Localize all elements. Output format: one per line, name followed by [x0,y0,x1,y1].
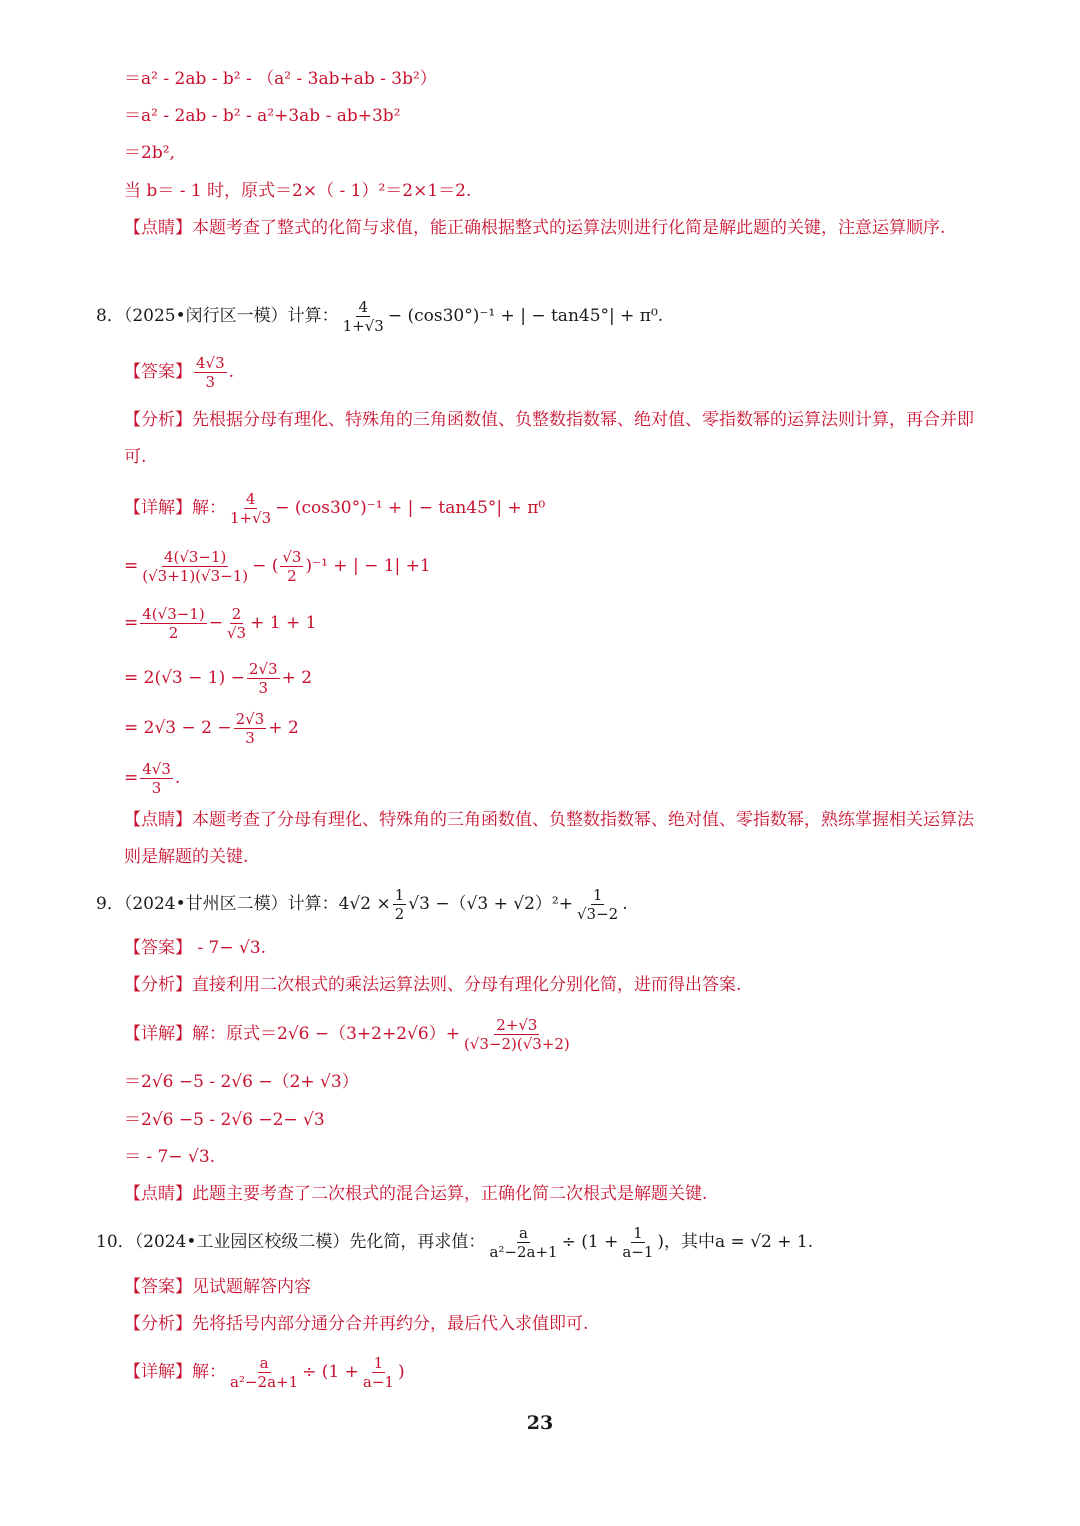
page-number: 23 [526,1412,554,1434]
q8-step5-num: 4√3 [142,759,171,778]
q8-frac-den: 1+√3 [342,316,384,335]
period: . [622,894,628,914]
q8-detail-rest: − (cos30°)⁻¹ + | − tan45°| + π⁰ [275,498,546,518]
intro-line-1: ＝a² - 2ab - b² - （a² - 3ab+ab - 3b²） [124,69,437,89]
q10-d-num: a [259,1353,269,1372]
q8-detail [124,488,545,528]
q8-step2-f2-den: √3 [226,623,247,642]
q10-detail-label: 【详解】解： [124,1362,226,1382]
q10-answer: 【答案】见试题解答内容 [124,1277,311,1297]
q8-step2-fraction [140,605,206,642]
q8-step1-num: 4(√3−1) [163,547,227,566]
q8-step3-num: 2√3 [248,659,278,678]
q9-detail [124,1014,574,1054]
q8-step1-fraction [140,548,250,585]
q10-d2-num: 1 [373,1353,384,1372]
q10-d-rest: ) [397,1362,405,1382]
q8-answer-den: 3 [205,372,216,391]
q8-step1-f2-den: 2 [287,566,297,585]
q8-step-2 [124,603,316,643]
q8-answer-num: 4√3 [196,353,225,372]
q8-rest: − (cos30°)⁻¹ + | − tan45°| + π⁰. [387,306,664,326]
equals-sign: = [124,768,139,788]
q9-analysis: 【分析】直接利用二次根式的乘法运算法则、分母有理化分别化简，进而得出答案. [124,975,742,995]
q8-step2-f2-num: 2 [231,604,242,623]
q8-step-3 [124,658,312,698]
q10-frac-den: a²−2a+1 [489,1242,558,1261]
q10-fraction-2 [620,1224,655,1261]
intro-line-4: 当 b＝ - 1 时，原式＝2×（ - 1）²＝2×1＝2. [124,181,472,201]
q8-step1-rest: )⁻¹ + | − 1| +1 [305,556,431,576]
q10-question [96,1222,813,1262]
q8-analysis: 【分析】先根据分母有理化、特殊角的三角函数值、负整数指数幂、绝对值、零指数幂的运算法则计算，再合并即可. [124,410,974,467]
q9-half-den: 2 [394,904,405,923]
q9-step-3: ＝ - 7− √3. [124,1147,216,1167]
intro-line-3: ＝2b², [124,143,175,163]
q9-detail-num: 2+√3 [496,1015,538,1034]
q8-step4-a: = 2√3 − 2 − [124,718,232,738]
q8-detail-den: 1+√3 [230,508,272,527]
q8-step1-den: (√3+1)(√3−1) [142,566,249,585]
q9-question [96,884,628,924]
equals-sign: = [124,556,139,576]
q9-answer: 【答案】 - 7− √3. [124,938,267,958]
q9-frac-den: √3−2 [576,904,619,923]
q8-answer-dot: . [228,362,235,382]
q9-step-1: ＝2√6 −5 - 2√6 −（2+ √3） [124,1072,359,1092]
q10-d-den: a²−2a+1 [230,1372,299,1391]
q8-detail-label: 【详解】解： [124,498,226,518]
q9-half-num: 1 [394,885,405,904]
q10-d-mid: ÷ (1 + [302,1362,359,1382]
q10-rest: )，其中a = √2 + 1. [657,1232,814,1252]
q8-step-4 [124,708,299,748]
q8-step2-num: 4(√3−1) [142,604,205,623]
q8-detail-fraction [228,490,273,527]
q8-prefix: 8．（2025•闵行区一模）计算： [96,306,339,326]
q10-f2-den: a−1 [622,1242,654,1261]
q8-step-5 [124,758,180,798]
equals-sign: = [124,613,139,633]
q8-note: 【点睛】本题考查了分母有理化、特殊角的三角函数值、负整数指数幂、绝对值、零指数幂，熟练掌握相关运算法则是解题的关键. [124,810,974,867]
q9-note: 【点睛】此题主要考查了二次根式的混合运算，正确化简二次根式是解题关键. [124,1184,708,1204]
q8-step2-den: 2 [168,623,179,642]
q10-detail [124,1352,405,1392]
minus-sign: − [208,613,223,633]
q8-step3-den: 3 [258,678,268,697]
q8-detail-num: 4 [245,489,256,508]
q10-frac-num: a [519,1223,528,1242]
q10-detail-fraction-2 [361,1354,396,1391]
q9-frac-num: 1 [592,885,603,904]
intro-line-2: ＝a² - 2ab - b² - a²+3ab - ab+3b² [124,106,401,126]
q8-step4-fraction [234,710,267,747]
q9-step-2: ＝2√6 −5 - 2√6 −2− √3 [124,1110,325,1130]
q8-answer-label: 【答案】 [124,362,192,382]
q10-analysis: 【分析】先将括号内部分通分合并再约分，最后代入求值即可. [124,1314,589,1334]
q10-d2-den: a−1 [362,1372,394,1391]
q8-answer-fraction [194,354,227,391]
q8-step3-rest: + 2 [281,668,313,688]
q10-f2-num: 1 [633,1223,643,1242]
q10-prefix: 10．（2024•工业园区校级二模）先化简，再求值： [96,1232,486,1252]
q8-step3-fraction [247,660,280,697]
q8-step4-num: 2√3 [235,709,265,728]
q8-step4-rest: + 2 [268,718,299,738]
q8-step-1 [124,546,431,586]
q8-answer [124,352,234,392]
intro-note: 【点睛】本题考查了整式的化简与求值，能正确根据整式的运算法则进行化简是解此题的关键，注意运算顺序. [124,218,946,238]
q10-detail-fraction [228,1354,300,1391]
q8-step3-a: = 2(√3 − 1) − [124,668,245,688]
q10-mid: ÷ (1 + [561,1232,619,1252]
q8-step1-fraction-2 [280,548,303,585]
q9-detail-text: 【详解】解：原式＝2√6 −（3+2+2√6）+ [124,1024,460,1044]
q8-step1-f2-num: √3 [282,547,302,566]
q8-step5-den: 3 [151,778,162,797]
q9-half-fraction [393,886,407,923]
q8-frac-num: 4 [358,297,368,316]
q8-step4-den: 3 [245,728,255,747]
q8-step2-rest: + 1 + 1 [250,613,317,633]
period: . [174,768,181,788]
q8-step2-fraction-2 [225,605,248,642]
q8-step5-fraction [140,760,173,797]
q8-fraction [341,298,386,335]
q10-fraction [487,1224,559,1261]
q8-question [96,298,663,334]
q9-fraction [575,886,620,923]
q9-mid: √3 −（√3 + √2）²+ [408,894,573,914]
q9-detail-fraction [462,1016,572,1053]
q9-detail-den: (√3−2)(√3+2) [463,1034,570,1053]
q8-step1-mid: − ( [252,556,279,576]
q9-prefix: 9．（2024•甘州区二模）计算：4√2 × [96,894,391,914]
